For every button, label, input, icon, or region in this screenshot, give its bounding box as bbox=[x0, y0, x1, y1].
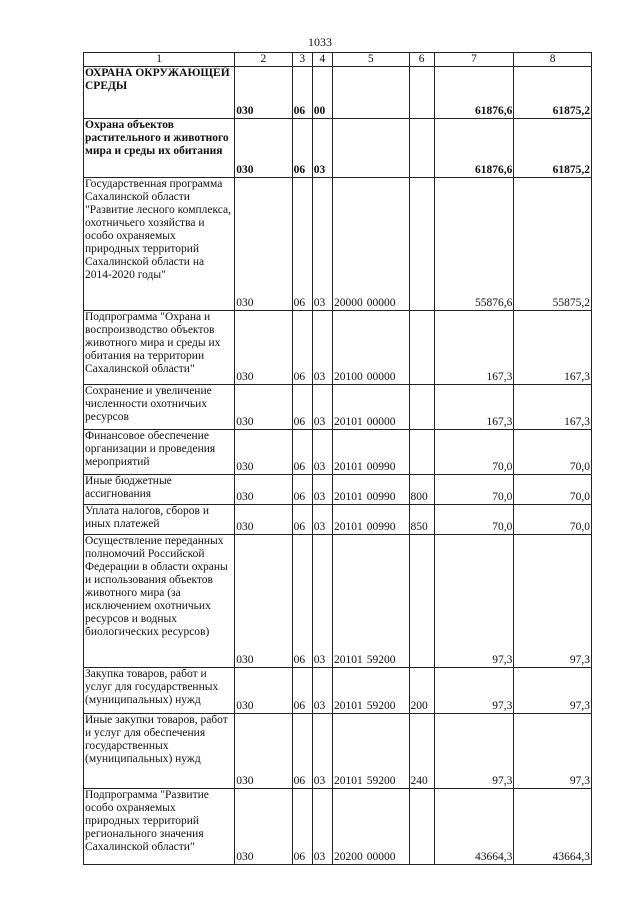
code-target-program: 20101 bbox=[333, 775, 363, 787]
row-name: Финансовое обеспечение организации и проведения мероприятий bbox=[84, 430, 235, 475]
amount-col7: 61876,6 bbox=[434, 67, 514, 119]
code-section: 06 bbox=[292, 789, 312, 865]
code-subsection: 03 bbox=[312, 430, 332, 475]
code-ministry: 030 bbox=[235, 535, 292, 668]
amount-col7: 97,3 bbox=[434, 714, 514, 789]
code-target-direction: 00000 bbox=[366, 851, 396, 863]
code-section: 06 bbox=[292, 178, 312, 311]
row-name: Уплата налогов, сборов и иных платежей bbox=[84, 505, 235, 535]
header-cell: 4 bbox=[312, 53, 332, 67]
table-row bbox=[84, 119, 592, 178]
code-target bbox=[332, 475, 409, 505]
amount-col8: 61875,2 bbox=[514, 67, 592, 119]
table-row bbox=[84, 789, 592, 865]
code-target-direction: 59200 bbox=[366, 700, 396, 712]
table-row bbox=[84, 178, 592, 311]
code-target-program: 20101 bbox=[333, 416, 363, 428]
amount-col8: 167,3 bbox=[514, 311, 592, 385]
code-expense-type bbox=[409, 178, 434, 311]
code-target-program: 20101 bbox=[333, 461, 363, 473]
code-expense-type bbox=[409, 789, 434, 865]
amount-col8: 70,0 bbox=[514, 505, 592, 535]
code-target-program: 20200 bbox=[333, 851, 363, 863]
code-expense-type bbox=[409, 311, 434, 385]
header-cell: 7 bbox=[434, 53, 514, 67]
row-name: Охрана объектов растительного и животного мира и среды их обитания bbox=[84, 119, 235, 178]
table-row bbox=[84, 475, 592, 505]
code-ministry: 030 bbox=[235, 475, 292, 505]
code-ministry: 030 bbox=[235, 789, 292, 865]
code-ministry: 030 bbox=[235, 178, 292, 311]
header-row bbox=[84, 53, 592, 67]
code-expense-type bbox=[409, 430, 434, 475]
row-name: Подпрограмма "Развитие особо охраняемых природных территорий регионального значения Сахалинской области" bbox=[84, 789, 235, 865]
amount-col7: 70,0 bbox=[434, 505, 514, 535]
header-cell: 6 bbox=[409, 53, 434, 67]
row-name: Государственная программа Сахалинской области "Развитие лесного комплекса, охотничьего хозяйства и особо охраняемых природных территорий Сахалинской области на 2014-2020 годы" bbox=[84, 178, 235, 311]
header-cell: 3 bbox=[292, 53, 312, 67]
table-row bbox=[84, 714, 592, 789]
code-section: 06 bbox=[292, 385, 312, 430]
code-expense-type: 800 bbox=[409, 475, 434, 505]
code-target bbox=[332, 668, 409, 714]
code-target-direction: 00000 bbox=[366, 297, 396, 309]
table-row bbox=[84, 505, 592, 535]
code-target bbox=[332, 789, 409, 865]
code-target bbox=[332, 535, 409, 668]
code-target bbox=[332, 430, 409, 475]
code-ministry: 030 bbox=[235, 714, 292, 789]
amount-col8: 55875,2 bbox=[514, 178, 592, 311]
amount-col7: 97,3 bbox=[434, 668, 514, 714]
row-name: Иные закупки товаров, работ и услуг для обеспечения государственных (муниципальных) нужд bbox=[84, 714, 235, 789]
code-target-program: 20101 bbox=[333, 521, 363, 533]
page-number: 1033 bbox=[308, 35, 332, 49]
code-section: 06 bbox=[292, 668, 312, 714]
code-expense-type bbox=[409, 385, 434, 430]
code-ministry: 030 bbox=[235, 430, 292, 475]
amount-col7: 55876,6 bbox=[434, 178, 514, 311]
code-subsection: 03 bbox=[312, 714, 332, 789]
code-ministry: 030 bbox=[235, 385, 292, 430]
amount-col8: 43664,3 bbox=[514, 789, 592, 865]
amount-col7: 70,0 bbox=[434, 475, 514, 505]
amount-col7: 43664,3 bbox=[434, 789, 514, 865]
code-target bbox=[332, 311, 409, 385]
row-name: Осуществление переданных полномочий Российской Федерации в области охраны и использования объектов животного мира (за исключением охотничьих ресурсов и водных биологических ресурсов) bbox=[84, 535, 235, 668]
amount-col8: 70,0 bbox=[514, 475, 592, 505]
header-cell: 8 bbox=[514, 53, 592, 67]
amount-col7: 97,3 bbox=[434, 535, 514, 668]
budget-table bbox=[83, 52, 592, 865]
code-ministry: 030 bbox=[235, 668, 292, 714]
row-name: Иные бюджетные ассигнования bbox=[84, 475, 235, 505]
code-target-direction: 00000 bbox=[366, 416, 396, 428]
code-target-direction: 00990 bbox=[366, 461, 396, 473]
amount-col7: 167,3 bbox=[434, 311, 514, 385]
amount-col8: 167,3 bbox=[514, 385, 592, 430]
code-expense-type bbox=[409, 535, 434, 668]
code-subsection: 03 bbox=[312, 311, 332, 385]
table-row bbox=[84, 311, 592, 385]
code-ministry: 030 bbox=[235, 119, 292, 178]
code-expense-type bbox=[409, 67, 434, 119]
code-subsection: 03 bbox=[312, 119, 332, 178]
row-name: ОХРАНА ОКРУЖАЮЩЕЙ СРЕДЫ bbox=[84, 67, 235, 119]
code-subsection: 00 bbox=[312, 67, 332, 119]
table-row bbox=[84, 67, 592, 119]
code-section: 06 bbox=[292, 119, 312, 178]
code-target bbox=[332, 178, 409, 311]
code-ministry: 030 bbox=[235, 505, 292, 535]
code-ministry: 030 bbox=[235, 311, 292, 385]
code-target-program: 20101 bbox=[333, 491, 363, 503]
code-subsection: 03 bbox=[312, 505, 332, 535]
code-expense-type bbox=[409, 119, 434, 178]
code-target-program: 20100 bbox=[333, 371, 363, 383]
row-name: Подпрограмма "Охрана и воспроизводство объектов животного мира и среды их обитания на территории Сахалинской области" bbox=[84, 311, 235, 385]
row-name: Сохранение и увеличение численности охотничьих ресурсов bbox=[84, 385, 235, 430]
table-row bbox=[84, 668, 592, 714]
amount-col8: 97,3 bbox=[514, 668, 592, 714]
code-target bbox=[332, 385, 409, 430]
code-subsection: 03 bbox=[312, 668, 332, 714]
code-target-direction: 59200 bbox=[366, 775, 396, 787]
code-section: 06 bbox=[292, 430, 312, 475]
row-name: Закупка товаров, работ и услуг для государственных (муниципальных) нужд bbox=[84, 668, 235, 714]
code-target-direction: 00000 bbox=[366, 371, 396, 383]
code-target-program: 20101 bbox=[333, 700, 363, 712]
code-target bbox=[332, 714, 409, 789]
code-target-direction: 00990 bbox=[366, 521, 396, 533]
code-section: 06 bbox=[292, 67, 312, 119]
header-cell: 5 bbox=[332, 53, 409, 67]
code-section: 06 bbox=[292, 535, 312, 668]
table-row bbox=[84, 535, 592, 668]
amount-col8: 97,3 bbox=[514, 714, 592, 789]
amount-col8: 97,3 bbox=[514, 535, 592, 668]
code-expense-type: 200 bbox=[409, 668, 434, 714]
code-section: 06 bbox=[292, 505, 312, 535]
code-subsection: 03 bbox=[312, 475, 332, 505]
code-target bbox=[332, 505, 409, 535]
code-target bbox=[332, 67, 409, 119]
code-section: 06 bbox=[292, 311, 312, 385]
header-cell: 2 bbox=[235, 53, 292, 67]
code-expense-type: 850 bbox=[409, 505, 434, 535]
code-subsection: 03 bbox=[312, 535, 332, 668]
code-section: 06 bbox=[292, 714, 312, 789]
amount-col8: 61875,2 bbox=[514, 119, 592, 178]
code-subsection: 03 bbox=[312, 385, 332, 430]
code-target-program: 20000 bbox=[333, 297, 363, 309]
code-subsection: 03 bbox=[312, 178, 332, 311]
code-target-direction: 59200 bbox=[366, 654, 396, 666]
header-cell: 1 bbox=[84, 53, 235, 67]
code-expense-type: 240 bbox=[409, 714, 434, 789]
code-ministry: 030 bbox=[235, 67, 292, 119]
code-target-direction: 00990 bbox=[366, 491, 396, 503]
code-section: 06 bbox=[292, 475, 312, 505]
table-row bbox=[84, 385, 592, 430]
amount-col8: 70,0 bbox=[514, 430, 592, 475]
table-row bbox=[84, 430, 592, 475]
code-target bbox=[332, 119, 409, 178]
code-target-program: 20101 bbox=[333, 654, 363, 666]
amount-col7: 167,3 bbox=[434, 385, 514, 430]
amount-col7: 70,0 bbox=[434, 430, 514, 475]
code-subsection: 03 bbox=[312, 789, 332, 865]
amount-col7: 61876,6 bbox=[434, 119, 514, 178]
